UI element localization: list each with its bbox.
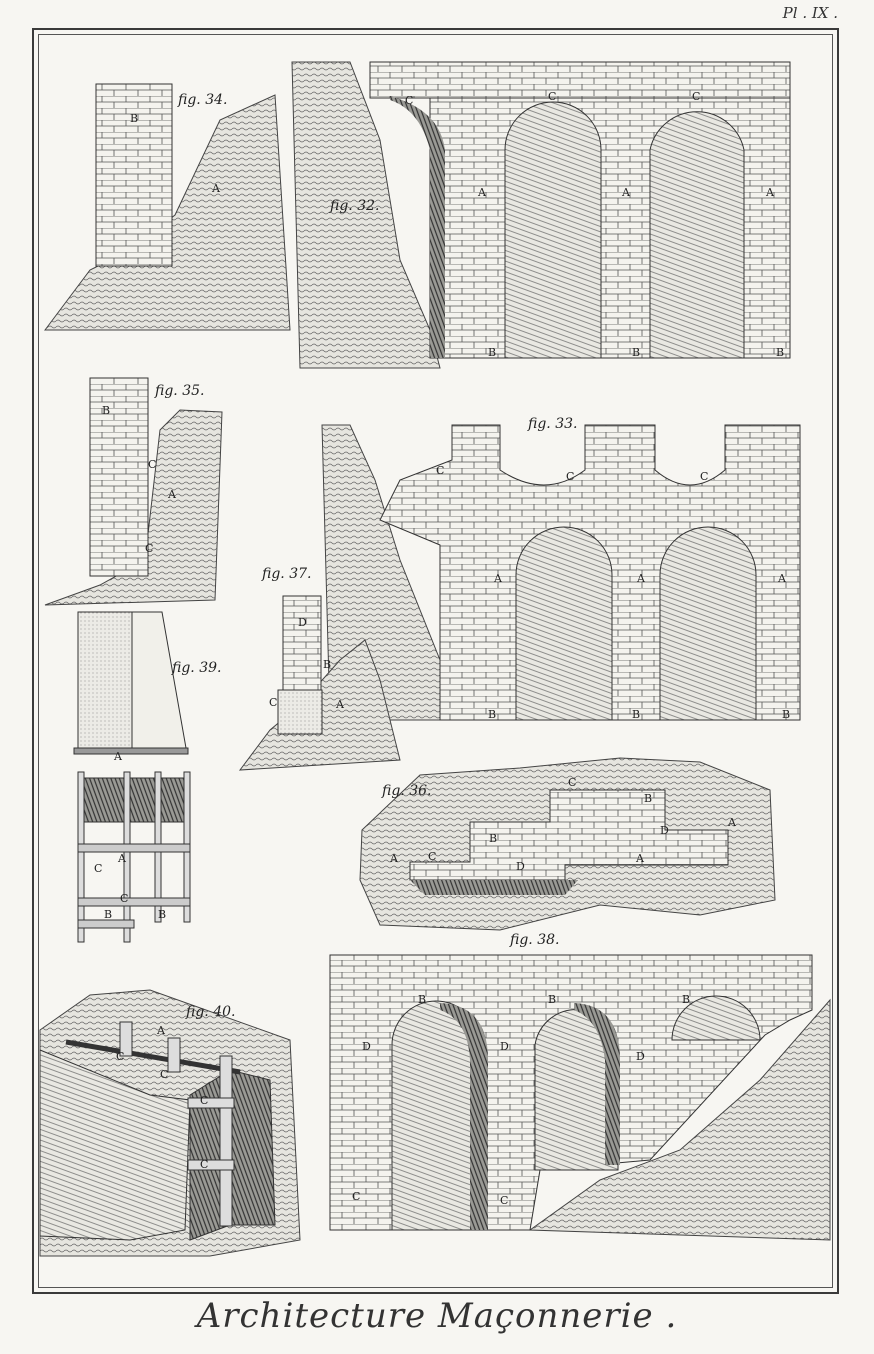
figure-32 xyxy=(292,62,790,368)
fig33-letter-c3: C xyxy=(700,470,709,483)
fig34-letter-a: A xyxy=(212,182,220,195)
fig38-letter-d1: D xyxy=(362,1040,371,1053)
fig32-label: fig. 32. xyxy=(330,198,380,214)
fig39-label: fig. 39. xyxy=(172,660,222,676)
fig36-letter-c1: C xyxy=(568,776,577,789)
fig33-letter-b3: B xyxy=(782,708,791,721)
fig32-letter-c1: C xyxy=(548,90,557,103)
fig33-letter-c1: C xyxy=(436,464,445,477)
shoring-letter-a: A xyxy=(118,852,126,865)
fig32-letter-c2: C xyxy=(692,90,701,103)
fig33-letter-a1: A xyxy=(494,572,502,585)
fig33-letter-c2: C xyxy=(566,470,575,483)
figure-36 xyxy=(360,758,775,930)
fig38-label: fig. 38. xyxy=(510,932,560,948)
figure-38 xyxy=(330,932,830,1240)
fig35-letter-c1: C xyxy=(148,458,157,471)
fig37-letter-c: C xyxy=(269,696,278,709)
fig36-letter-b2: B xyxy=(489,832,498,845)
fig34-label: fig. 34. xyxy=(178,92,228,108)
fig40-label: fig. 40. xyxy=(186,1004,236,1020)
fig38-letter-b1: B xyxy=(418,993,427,1006)
fig37-letter-d: D xyxy=(298,616,307,629)
fig38-letter-c2: C xyxy=(500,1194,509,1207)
shoring-letter-c2: C xyxy=(120,892,129,905)
fig36-letter-c2: C xyxy=(428,850,437,863)
fig40-letter-c3: C xyxy=(200,1094,209,1107)
fig36-letter-d2: D xyxy=(516,860,525,873)
shoring-detail xyxy=(78,772,190,942)
fig40-letter-c2: C xyxy=(160,1068,169,1081)
fig38-letter-b3: B xyxy=(682,993,691,1006)
fig33-letter-b2: B xyxy=(632,708,641,721)
fig32-letter-a2: A xyxy=(622,186,630,199)
fig38-letter-b2: B xyxy=(548,993,557,1006)
fig36-label: fig. 36. xyxy=(382,783,432,799)
fig32-letter-b3: B xyxy=(776,346,785,359)
fig37-letter-a: A xyxy=(336,698,344,711)
fig36-letter-b1: B xyxy=(644,792,653,805)
shoring-letter-b1: B xyxy=(104,908,113,921)
fig33-letter-a3: A xyxy=(778,572,786,585)
fig32-letter-a1: A xyxy=(478,186,486,199)
fig40-letter-c4: C xyxy=(200,1158,209,1171)
fig32-letter-a3: A xyxy=(766,186,774,199)
plate-number: Pl . IX . xyxy=(782,4,838,22)
figure-34 xyxy=(45,84,290,330)
fig40-letter-a: A xyxy=(157,1024,165,1037)
fig37-label: fig. 37. xyxy=(262,566,312,582)
fig33-label: fig. 33. xyxy=(528,416,578,432)
fig33-letter-a2: A xyxy=(637,572,645,585)
shoring-letter-b2: B xyxy=(158,908,167,921)
fig36-letter-a3: A xyxy=(728,816,736,829)
figure-40 xyxy=(40,990,300,1256)
plate-caption: Architecture Maçonnerie . xyxy=(196,1296,678,1336)
fig35-letter-a: A xyxy=(168,488,176,501)
fig38-letter-c1: C xyxy=(352,1190,361,1203)
fig39-letter-a: A xyxy=(114,750,122,763)
fig32-letter-c3: C xyxy=(405,94,414,107)
fig36-letter-a1: A xyxy=(390,852,398,865)
fig36-letter-d1: D xyxy=(660,824,669,837)
fig34-letter-b: B xyxy=(130,112,139,125)
figure-39 xyxy=(74,612,221,763)
figure-35 xyxy=(45,378,222,605)
fig32-letter-b2: B xyxy=(632,346,641,359)
shoring-letter-c1: C xyxy=(94,862,103,875)
fig38-letter-d2: D xyxy=(500,1040,509,1053)
fig32-letter-b1: B xyxy=(488,346,497,359)
fig35-label: fig. 35. xyxy=(155,383,205,399)
fig35-letter-c2: C xyxy=(145,542,154,555)
fig33-letter-b1: B xyxy=(488,708,497,721)
fig40-letter-c1: C xyxy=(116,1050,125,1063)
fig37-letter-b: B xyxy=(323,658,332,671)
fig35-letter-b: B xyxy=(102,404,111,417)
figure-33 xyxy=(322,416,800,721)
fig38-letter-d3: D xyxy=(636,1050,645,1063)
fig36-letter-a2: A xyxy=(636,852,644,865)
